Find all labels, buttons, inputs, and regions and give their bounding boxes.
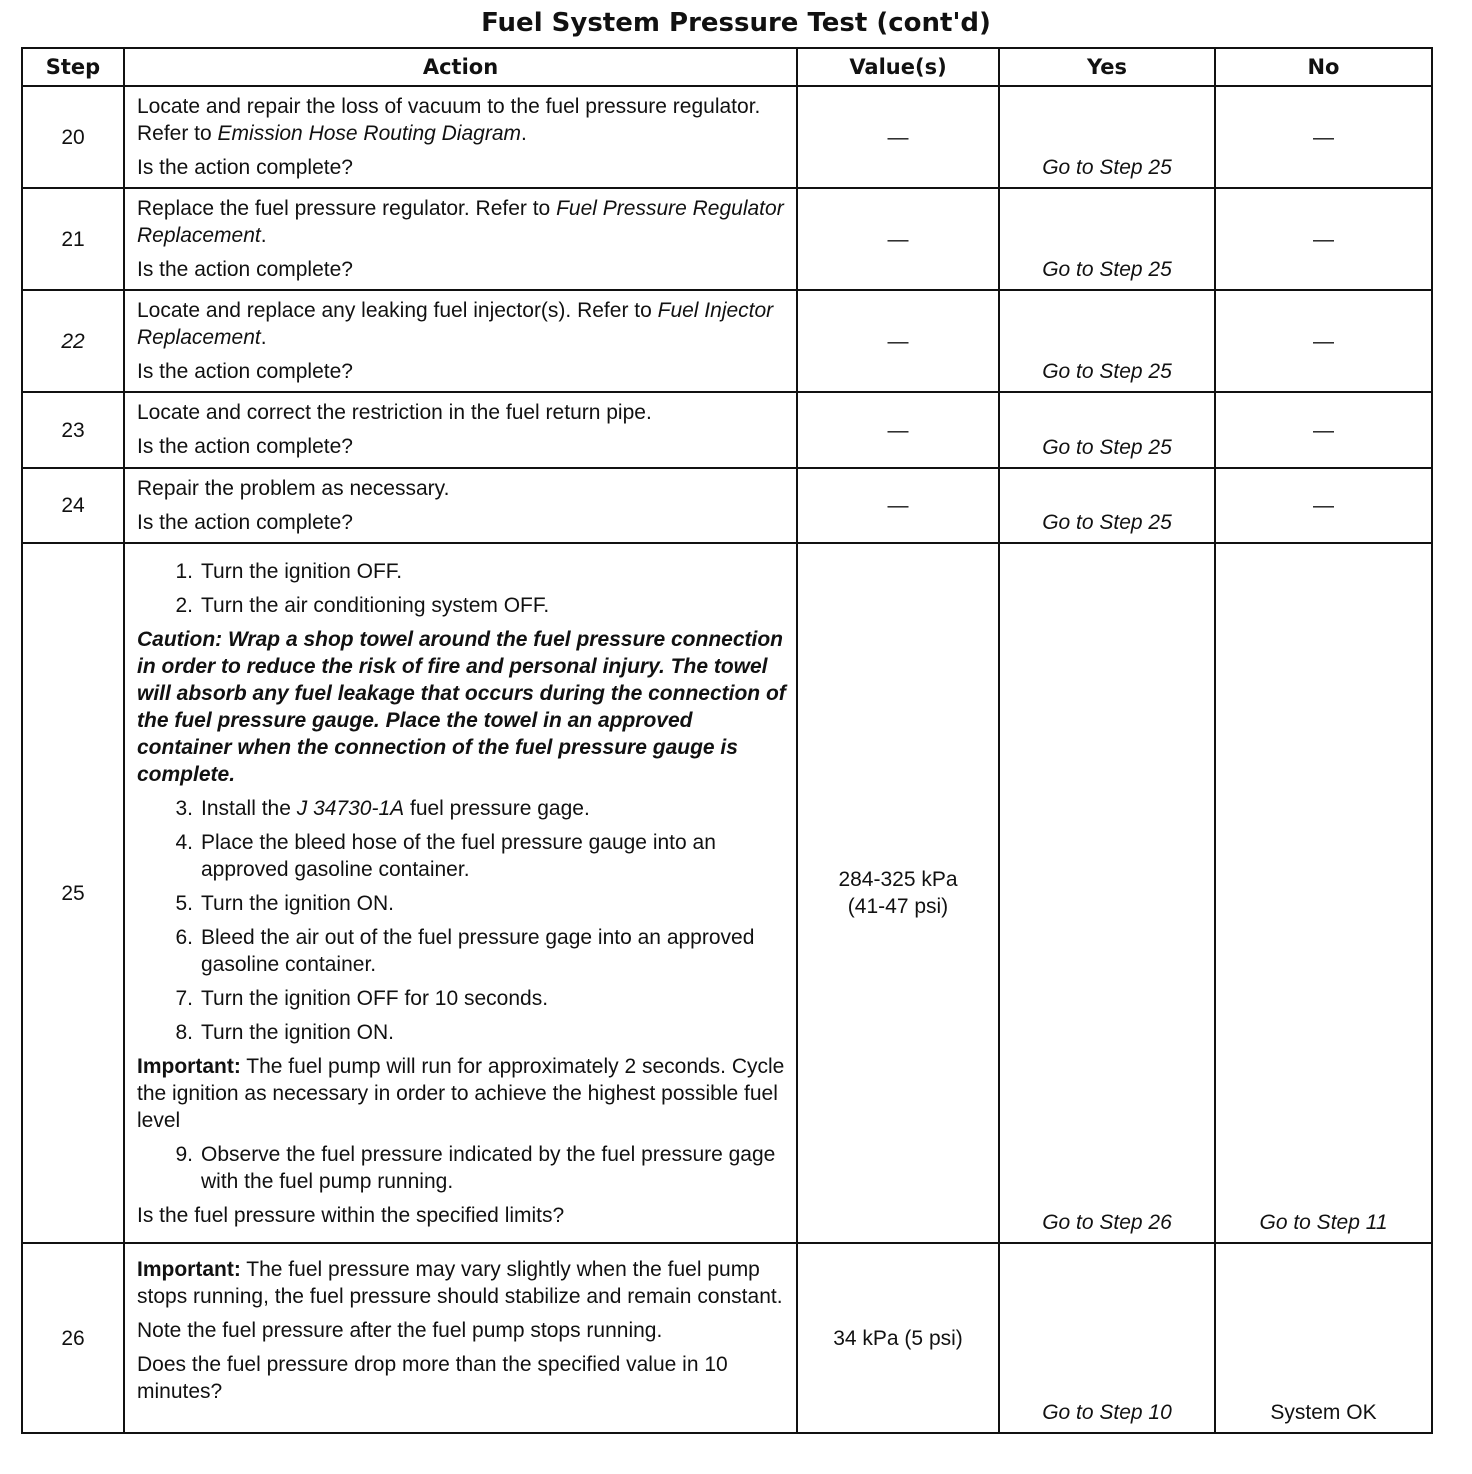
action-question: Is the action complete? — [137, 511, 353, 534]
yes-cell: Go to Step 25 — [999, 86, 1215, 188]
table-row — [22, 290, 1432, 392]
reference-link[interactable]: Fuel Injector Replacement — [137, 299, 774, 349]
list-item: 4. Place the bleed hose of the fuel pressure gauge into an approved gasoline container. — [175, 831, 716, 881]
value-cell: — — [797, 290, 999, 392]
action-question: Is the fuel pressure within the specified limits? — [137, 1204, 565, 1227]
list-item: 1. Turn the ignition OFF. — [175, 560, 403, 583]
no-cell: Go to Step 11 — [1215, 543, 1432, 1243]
action-note: Note the fuel pressure after the fuel pump stops running. — [137, 1319, 663, 1342]
list-item: 8. Turn the ignition ON. — [175, 1021, 394, 1044]
action-text: Locate and replace any leaking fuel injector(s). Refer to Fuel Injector Replacement. — [137, 299, 774, 349]
header-no: No — [1215, 48, 1432, 86]
no-cell: System OK — [1215, 1243, 1432, 1433]
value-cell: — — [797, 468, 999, 543]
table-row — [22, 543, 1432, 1243]
value-cell: — — [797, 86, 999, 188]
tool-number: J 34730-1A — [296, 797, 405, 820]
no-cell: — — [1215, 468, 1432, 543]
yes-cell: Go to Step 26 — [999, 543, 1215, 1243]
header-yes: Yes — [999, 48, 1215, 86]
no-cell: — — [1215, 188, 1432, 290]
reference-link[interactable]: Fuel Pressure Regulator Replacement — [137, 197, 784, 247]
table-row — [22, 86, 1432, 188]
table-row — [22, 1243, 1432, 1433]
step-number: 26 — [22, 1243, 124, 1433]
step-number: 22 — [22, 290, 124, 392]
action-question: Is the action complete? — [137, 156, 353, 179]
header-step: Step — [22, 48, 124, 86]
list-item: 7. Turn the ignition OFF for 10 seconds. — [175, 987, 549, 1010]
header-action: Action — [124, 48, 797, 86]
no-cell: — — [1215, 86, 1432, 188]
list-item: 6. Bleed the air out of the fuel pressure gage into an approved gasoline container. — [175, 926, 755, 976]
page-title: Fuel System Pressure Test (cont'd) — [481, 8, 991, 38]
value-cell: — — [797, 188, 999, 290]
header-value: Value(s) — [797, 48, 999, 86]
step-number: 23 — [22, 392, 124, 468]
action-cell — [124, 468, 797, 543]
action-text: Replace the fuel pressure regulator. Refer to Fuel Pressure Regulator Replacement. — [137, 197, 784, 247]
value-cell: 284-325 kPa (41-47 psi) — [797, 543, 999, 1243]
no-cell: — — [1215, 392, 1432, 468]
list-item: 2. Turn the air conditioning system OFF. — [175, 594, 550, 617]
action-text: Repair the problem as necessary. — [137, 477, 450, 500]
yes-cell: Go to Step 25 — [999, 290, 1215, 392]
action-cell — [124, 543, 797, 1243]
step-number: 21 — [22, 188, 124, 290]
list-item: 3. Install the J 34730-1A fuel pressure gage. — [175, 797, 590, 820]
action-question: Does the fuel pressure drop more than the specified value in 10 minutes? — [137, 1353, 728, 1403]
action-question: Is the action complete? — [137, 360, 353, 383]
action-text: Locate and repair the loss of vacuum to the fuel pressure regulator. Refer to Emission Hose Routing Diagram. — [137, 95, 761, 145]
table-row — [22, 468, 1432, 543]
table-row — [22, 188, 1432, 290]
action-cell — [124, 1243, 797, 1433]
action-cell — [124, 188, 797, 290]
step-number: 25 — [22, 543, 124, 1243]
reference-link[interactable]: Emission Hose Routing Diagram — [217, 122, 522, 145]
action-cell — [124, 392, 797, 468]
list-item: 5. Turn the ignition ON. — [175, 892, 394, 915]
table-row — [22, 392, 1432, 468]
list-item: 9. Observe the fuel pressure indicated by the fuel pressure gage with the fuel pump running. — [175, 1143, 776, 1193]
value-cell: — — [797, 392, 999, 468]
yes-cell: Go to Step 10 — [999, 1243, 1215, 1433]
action-question: Is the action complete? — [137, 435, 353, 458]
action-text: Locate and correct the restriction in the fuel return pipe. — [137, 401, 652, 424]
table-header-row — [22, 48, 1432, 86]
yes-cell: Go to Step 25 — [999, 392, 1215, 468]
step-number: 24 — [22, 468, 124, 543]
important-note: Important: The fuel pressure may vary slightly when the fuel pump stops running, the fuel pressure should stabilize and remain constant. — [137, 1258, 783, 1308]
fuel-pressure-test-table — [21, 47, 1433, 1434]
yes-cell: Go to Step 25 — [999, 188, 1215, 290]
no-cell: — — [1215, 290, 1432, 392]
action-cell — [124, 86, 797, 188]
value-cell: 34 kPa (5 psi) — [797, 1243, 999, 1433]
caution-note: Caution: Wrap a shop towel around the fuel pressure connection in order to reduce the risk of fire and personal injury. The towel will absorb any fuel leakage that occurs during the connection of the fuel pressure gauge. Place the towel in an approved container when the connection of the fuel pressure gauge is complete. — [137, 628, 786, 786]
important-note: Important: The fuel pump will run for approximately 2 seconds. Cycle the ignition as necessary in order to achieve the highest possible fuel level — [137, 1055, 785, 1132]
action-question: Is the action complete? — [137, 258, 353, 281]
action-cell — [124, 290, 797, 392]
step-number: 20 — [22, 86, 124, 188]
yes-cell: Go to Step 25 — [999, 468, 1215, 543]
